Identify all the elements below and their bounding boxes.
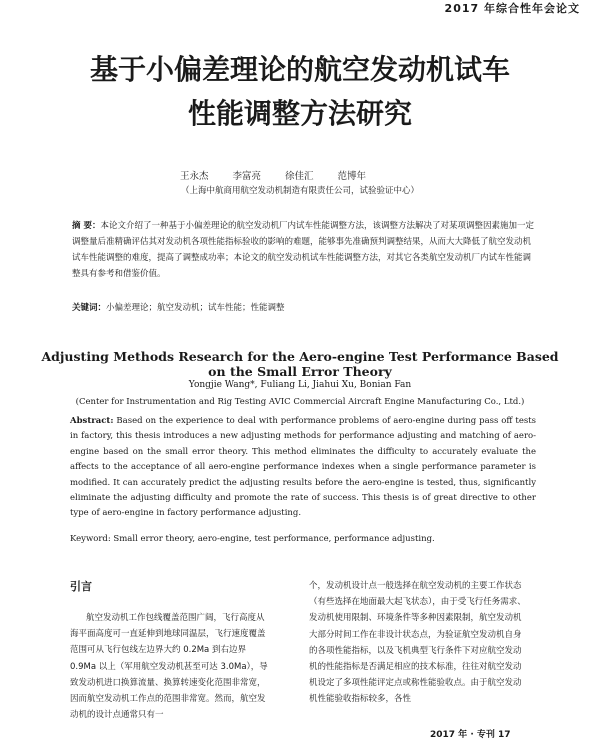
chinese-title-line-1: 基于小偏差理论的航空发动机试车 bbox=[89, 53, 510, 86]
chinese-keywords-label: 关键词： bbox=[72, 303, 107, 313]
section-heading-introduction: 引言 bbox=[70, 580, 92, 593]
chinese-affiliation: （上海中航商用航空发动机制造有限责任公司，试验验证中心） bbox=[180, 186, 419, 196]
english-abstract-label: Abstract: bbox=[70, 416, 114, 426]
body-text-right-column: 个，发动机设计点一般选择在航空发动机的主要工作状态（有些选择在地面最大起飞状态），由于受飞行任务需求、发动机使用限制、环境条件等多种因素限制，航空发动机大部分时间工作在非设计状态点，为验证航空发动机自身的各项性能指标，以及飞机典型飞行条件下对应航空发动机的性能指标是否满足相应的技术标准，往往对航空发动机设定了多项性能评定点或称性能验收点。由于航空发动机性能验收指标较多，各性 bbox=[309, 581, 526, 705]
english-abstract-text: Based on the experience to deal with performance problems of aero-engine during pass off tests in factory, this thesis introduces a new adjusting methods for performance adjusting and matching of aero-engine based on the small error theory. This method eliminates the difficulty to accurately evaluate the affects to the acceptance of all aero-engine performance indexes when a single performance parameter is modified. It can accurately predict the adjusting results before the aero-engine is tested, thus, significantly eliminate the adjusting difficulty and promote the rate of success. This thesis is of great directive to other type of aero-engine in factory performance adjusting. bbox=[70, 416, 536, 519]
english-title bbox=[40, 349, 560, 379]
chinese-title bbox=[40, 48, 560, 136]
author-cn: 王永杰 bbox=[180, 171, 209, 182]
english-title-line-2: on the Small Error Theory bbox=[208, 364, 392, 379]
english-keywords bbox=[70, 534, 536, 544]
chinese-authors bbox=[180, 168, 480, 182]
conference-header: 2017 年综合性年会论文 bbox=[444, 2, 580, 15]
page-footer: 2017 年 · 专刊 17 bbox=[430, 730, 511, 740]
author-cn: 李富亮 bbox=[232, 171, 262, 182]
body-text-left-column: 航空发动机工作包线覆盖范围广阔，飞行高度从海平面高度可一直延伸到地球同温层，飞行速度覆盖范围可从飞行包线左边界大约 0.2Ma 到右边界 0.9Ma 以上（军用航空发动机甚至可达 3.0Ma），导致发动机进口换算流量、换算转速变化范围非常宽，因而航空发动机工作点的范围非常宽。然而，航空发动机的设计点通常只有一 bbox=[70, 613, 268, 721]
author-cn: 范博年 bbox=[337, 171, 367, 182]
chinese-abstract bbox=[72, 218, 534, 282]
chinese-abstract-text: 本论文介绍了一种基于小偏差理论的航空发动机厂内试车性能调整方法，该调整方法解决了对某项调整因素施加一定调整量后准精确评估其对发动机各项性能指标验收的影响的难题，能够事先准确预判调整结果，从而大大降低了航空发动机试车性能调整的难度，提高了调整成功率；本论文的航空发动机试车性能调整方法，对其它各类航空发动机厂内试车性能调整具有参考和借鉴价值。 bbox=[72, 221, 534, 279]
english-abstract bbox=[70, 414, 536, 522]
chinese-keywords bbox=[72, 300, 534, 316]
english-title-line-1: Adjusting Methods Research for the Aero-engine Test Performance Based bbox=[41, 349, 559, 364]
english-keywords-text: Small error theory, aero-engine, test performance, performance adjusting. bbox=[110, 534, 435, 544]
author-cn: 徐佳汇 bbox=[285, 171, 314, 182]
english-authors: Yongjie Wang*, Fuliang Li, Jiahui Xu, Bonian Fan bbox=[188, 380, 412, 390]
english-keywords-label: Keyword: bbox=[70, 534, 111, 544]
english-affiliation: (Center for Instrumentation and Rig Testing AVIC Commercial Aircraft Engine Manufacturing Co., Ltd.) bbox=[75, 397, 525, 407]
chinese-title-line-2: 性能调整方法研究 bbox=[187, 97, 412, 130]
chinese-keywords-text: 小偏差理论；航空发动机；试车性能；性能调整 bbox=[106, 303, 285, 313]
chinese-abstract-label: 摘 要： bbox=[72, 221, 101, 231]
